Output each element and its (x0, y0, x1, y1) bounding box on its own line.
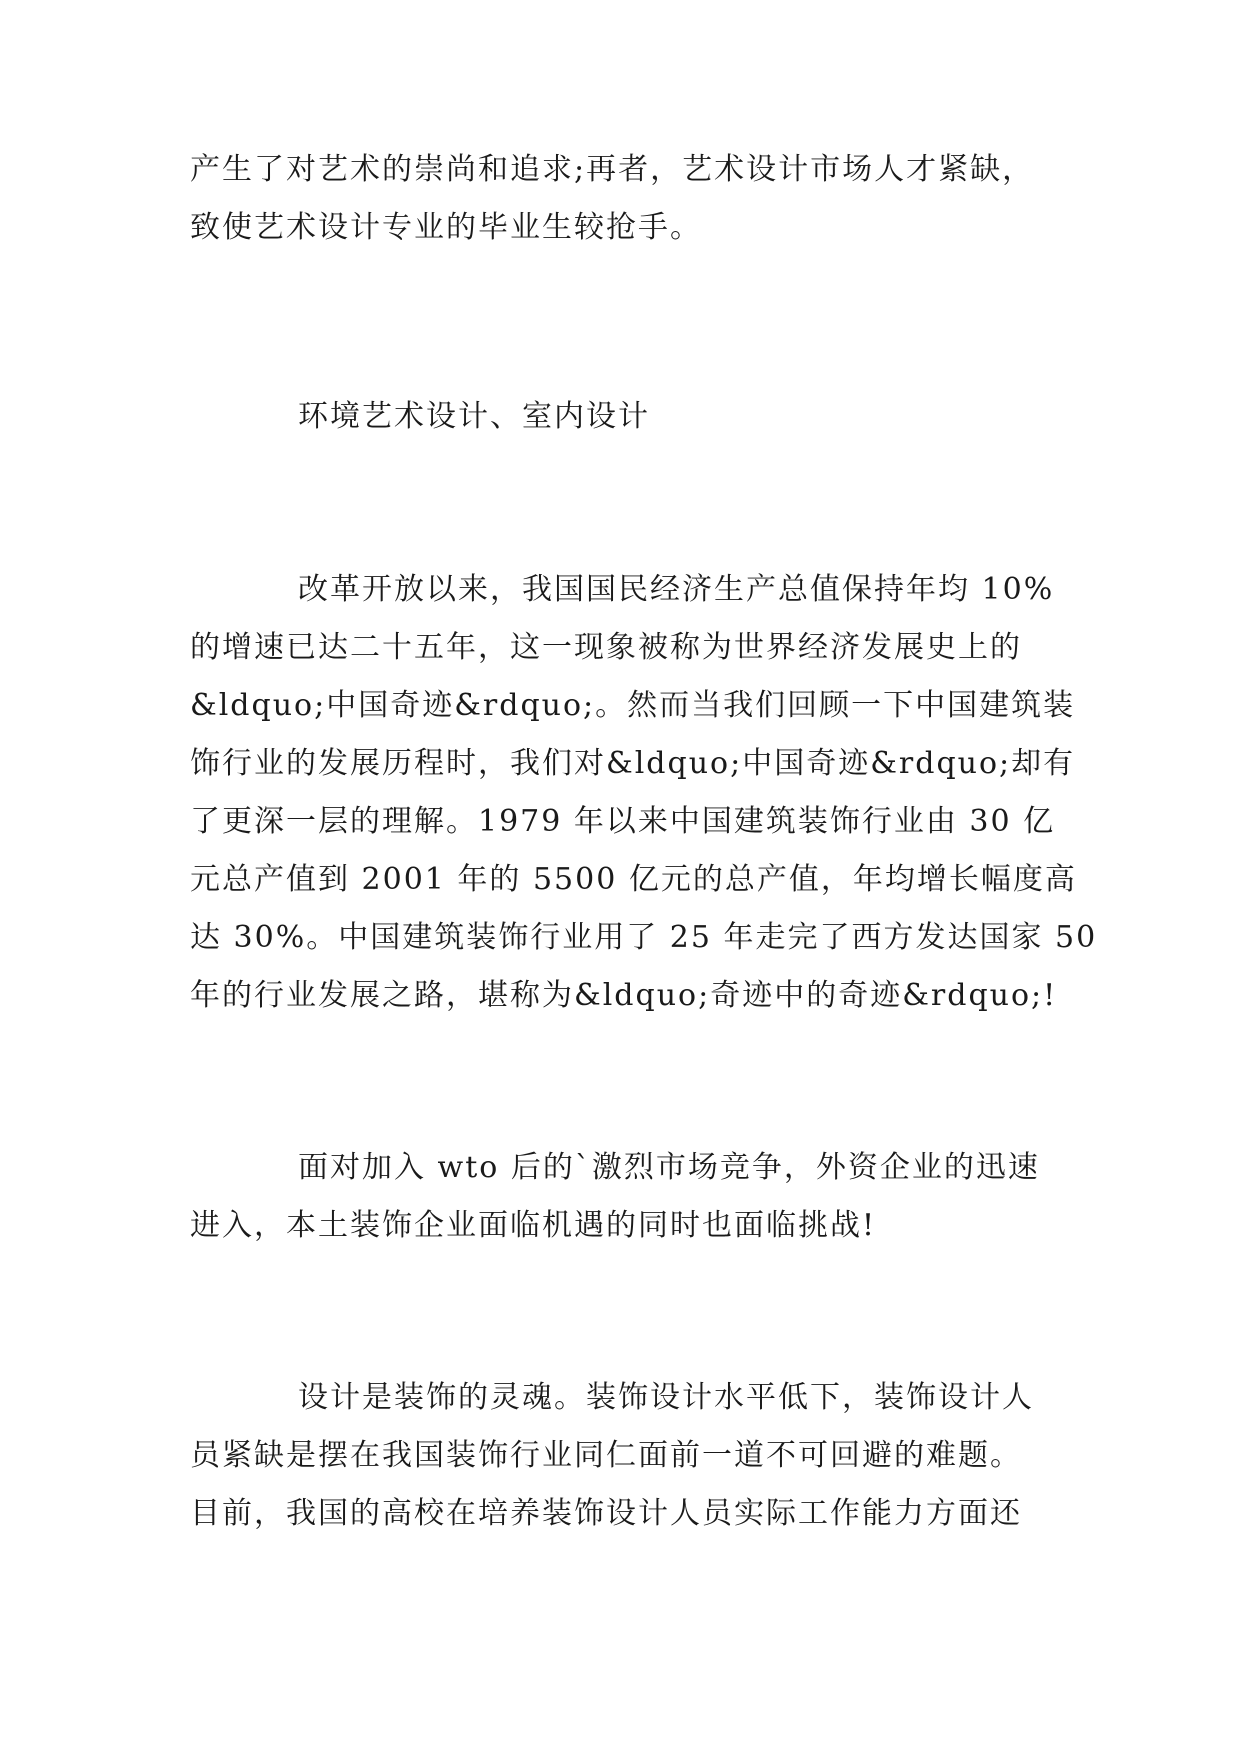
paragraph-line: 产生了对艺术的崇尚和追求;再者，艺术设计市场人才紧缺， (190, 152, 1035, 187)
paragraph-line: 年的行业发展之路，堪称为&ldquo;奇迹中的奇迹&rdquo;! (190, 978, 1058, 1013)
paragraph-line: 面对加入 wto 后的`激烈市场竞争，外资企业的迅速 (298, 1150, 1040, 1185)
paragraph-line: &ldquo;中国奇迹&rdquo;。然而当我们回顾一下中国建筑装 (190, 688, 1076, 723)
paragraph-line: 进入，本土装饰企业面临机遇的同时也面临挑战! (190, 1208, 877, 1243)
paragraph-line: 目前，我国的高校在培养装饰设计人员实际工作能力方面还 (190, 1496, 1022, 1531)
paragraph-line: 元总产值到 2001 年的 5500 亿元的总产值，年均增长幅度高 (190, 862, 1077, 897)
paragraph-line: 改革开放以来，我国国民经济生产总值保持年均 10% (298, 572, 1055, 607)
paragraph-line: 饰行业的发展历程时，我们对&ldquo;中国奇迹&rdquo;却有 (190, 746, 1076, 781)
paragraph-line: 员紧缺是摆在我国装饰行业同仁面前一道不可回避的难题。 (190, 1438, 1022, 1473)
paragraph-line: 设计是装饰的灵魂。装饰设计水平低下，装饰设计人 (298, 1380, 1034, 1415)
paragraph-line: 了更深一层的理解。1979 年以来中国建筑装饰行业由 30 亿 (190, 804, 1056, 839)
paragraph-line: 达 30%。中国建筑装饰行业用了 25 年走完了西方发达国家 50 (190, 920, 1098, 955)
section-heading: 环境艺术设计、室内设计 (298, 399, 650, 434)
paragraph-line: 的增速已达二十五年，这一现象被称为世界经济发展史上的 (190, 630, 1022, 665)
paragraph-line: 致使艺术设计专业的毕业生较抢手。 (190, 210, 702, 245)
